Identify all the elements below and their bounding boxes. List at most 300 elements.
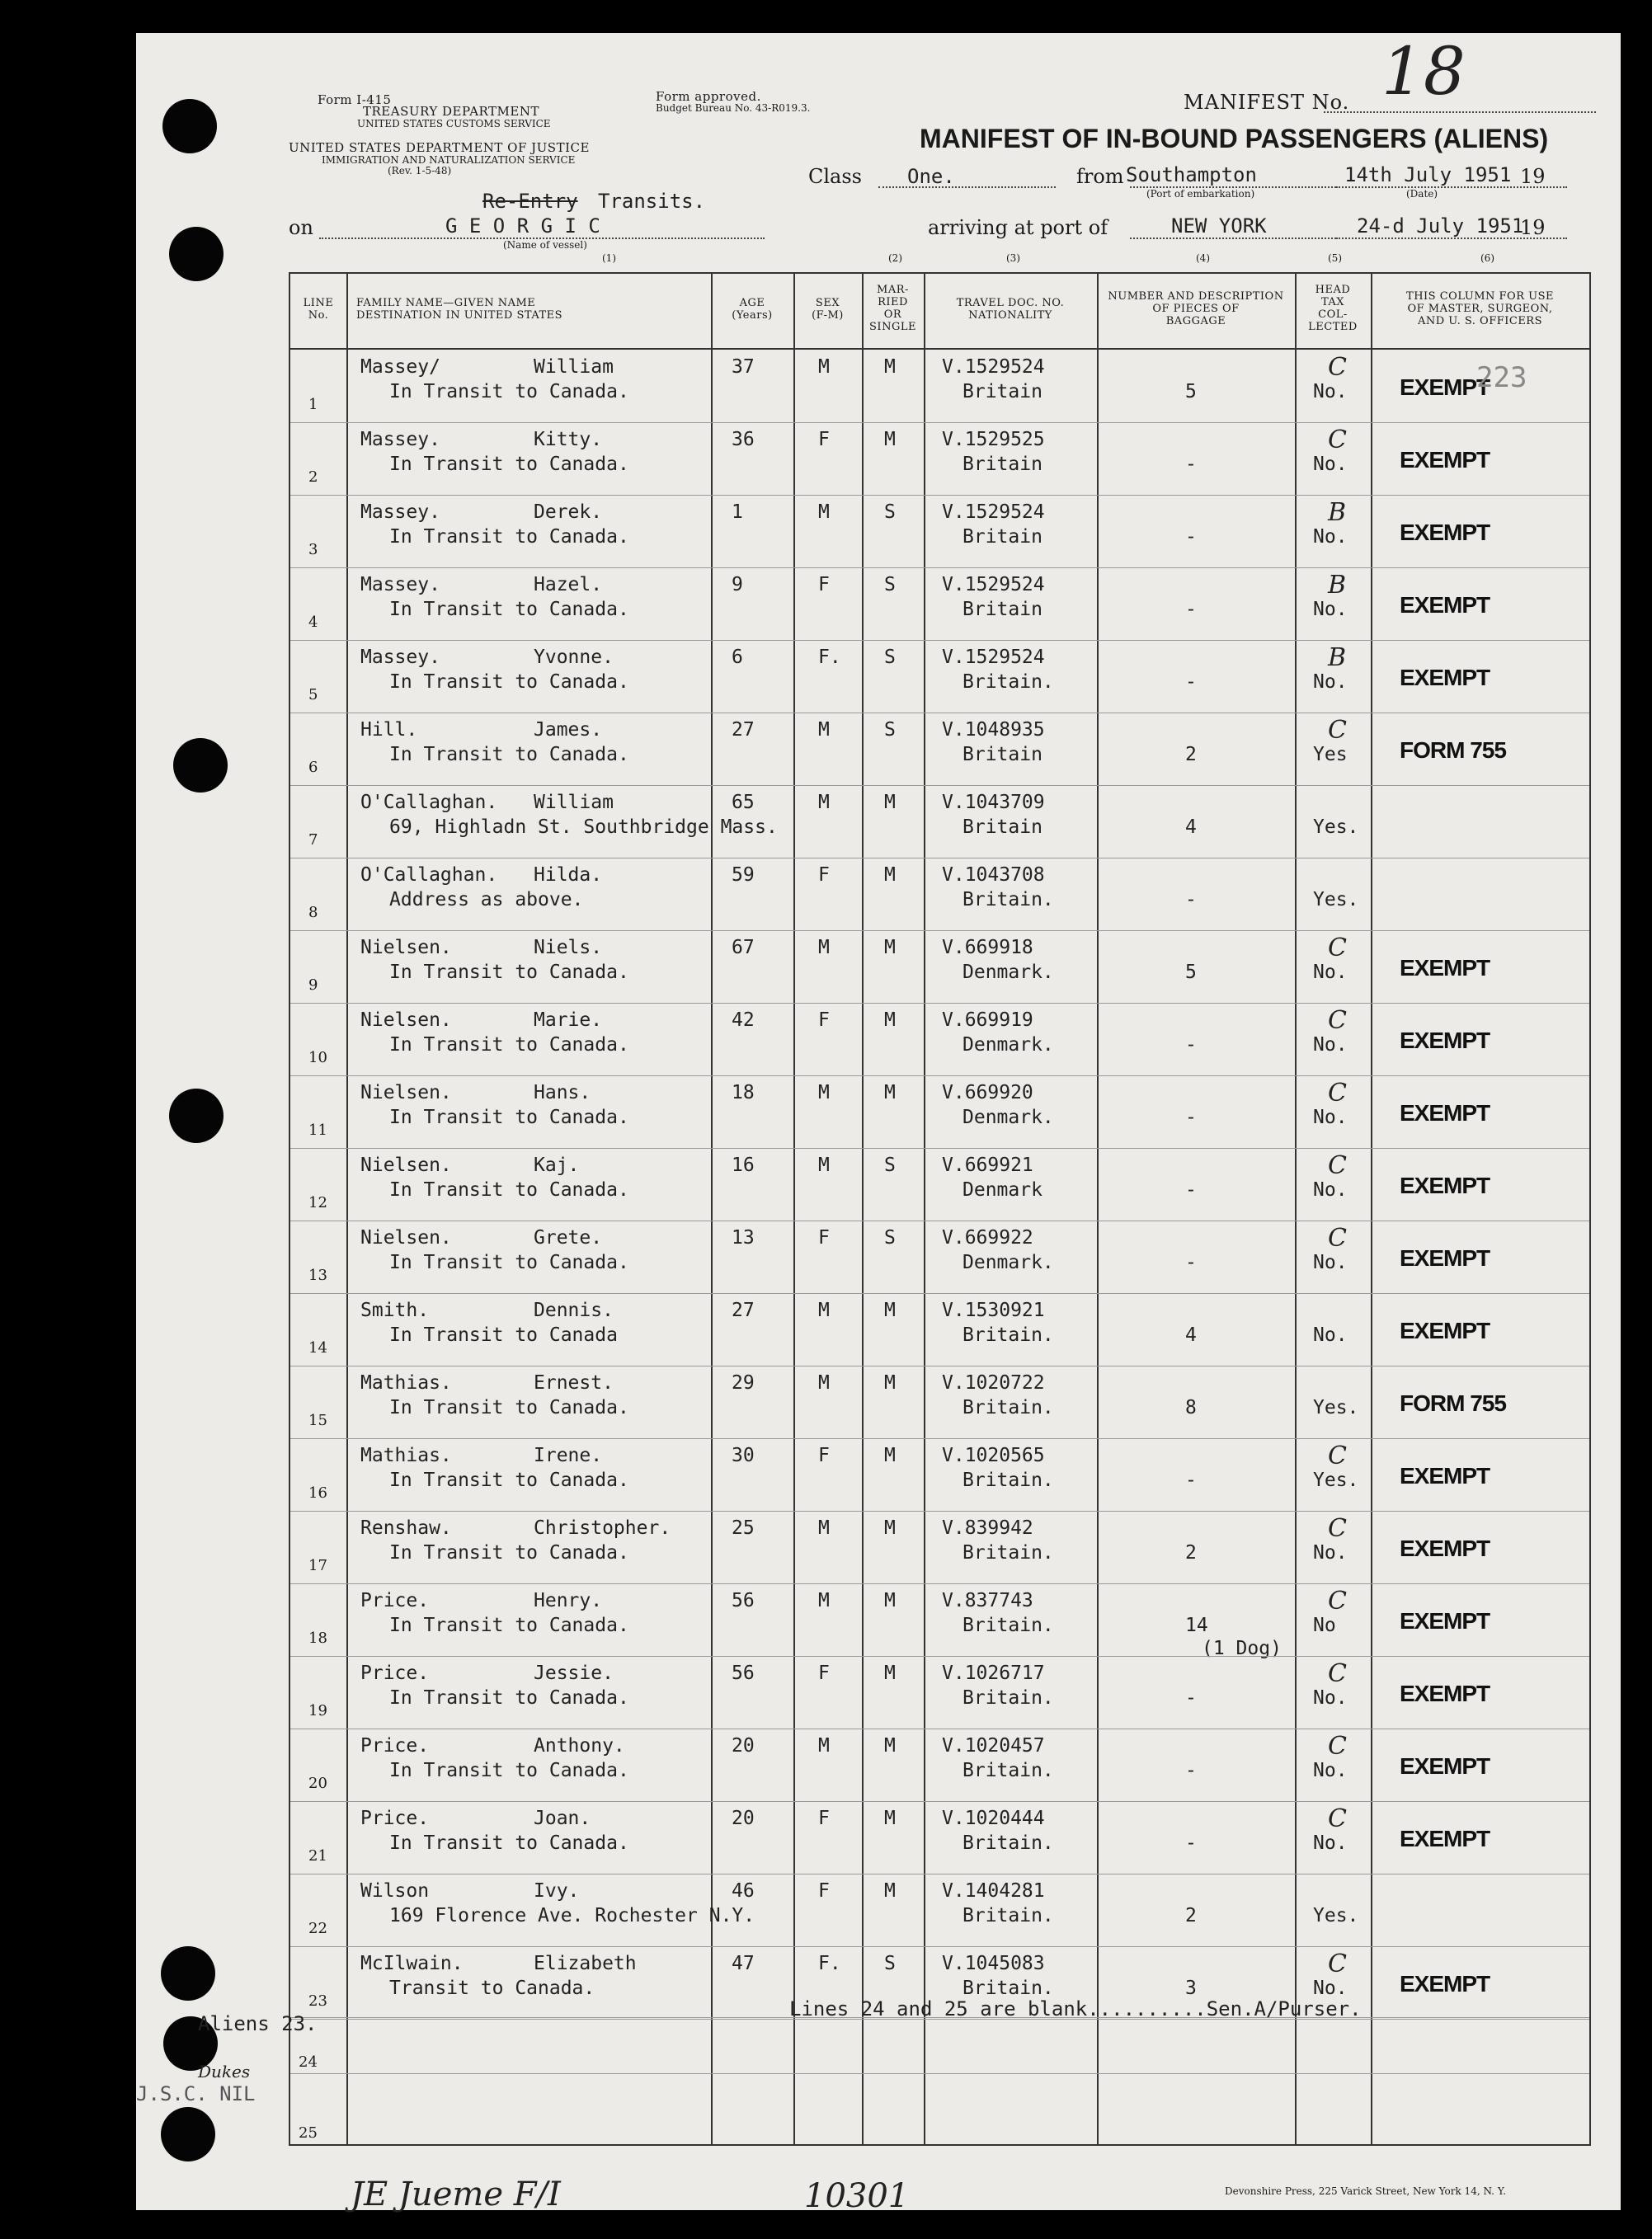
officer-stamp: EXEMPT: [1400, 1608, 1490, 1634]
passenger-given-name: William: [534, 356, 614, 378]
line-number: 10: [308, 1049, 327, 1066]
passenger-baggage: 2: [1185, 1905, 1197, 1926]
passenger-given-name: Kitty.: [534, 429, 603, 450]
passenger-nationality: Britain.: [962, 1760, 1054, 1781]
passenger-given-name: Ernest.: [534, 1372, 614, 1394]
passenger-given-name: Hazel.: [534, 574, 603, 595]
passenger-destination: In Transit to Canada.: [389, 454, 629, 475]
passenger-sex: F: [818, 1880, 830, 1902]
passenger-marital-status: M: [884, 1300, 896, 1321]
passenger-head-tax: Yes.: [1313, 1470, 1359, 1491]
passenger-given-name: Joan.: [534, 1808, 591, 1829]
table-row: [290, 350, 1589, 422]
passenger-baggage: 4: [1185, 816, 1197, 838]
passenger-travel-doc: V.669919: [942, 1009, 1033, 1031]
passenger-marital-status: S: [884, 1227, 896, 1249]
passenger-sex: M: [818, 1300, 830, 1321]
passenger-destination: In Transit to Canada.: [389, 381, 629, 402]
head-tax-mark: C: [1328, 1006, 1347, 1035]
passenger-family-name: Nielsen.: [360, 937, 452, 958]
passenger-age: 65: [732, 792, 755, 813]
officer-stamp: FORM 755: [1400, 737, 1506, 763]
passenger-given-name: Marie.: [534, 1009, 603, 1031]
rev-label: (Rev. 1-5-48): [388, 165, 452, 176]
col-header-name: FAMILY NAME—GIVEN NAME DESTINATION IN UNITED STATES: [356, 297, 563, 322]
passenger-destination: In Transit to Canada.: [389, 1542, 629, 1564]
passenger-sex: M: [818, 719, 830, 741]
table-row: [290, 1366, 1589, 1438]
head-tax-mark: C: [1328, 1442, 1347, 1470]
passenger-family-name: Massey.: [360, 501, 440, 523]
passenger-family-name: Massey.: [360, 429, 440, 450]
passenger-head-tax: Yes.: [1313, 1397, 1359, 1418]
passenger-travel-doc: V.669918: [942, 937, 1033, 958]
head-tax-mark: C: [1328, 1514, 1347, 1543]
officer-stamp: EXEMPT: [1400, 1318, 1490, 1343]
head-tax-mark: C: [1328, 1804, 1347, 1833]
line-24-number: 24: [299, 2053, 318, 2071]
passenger-destination: In Transit to Canada.: [389, 1687, 629, 1709]
table-row: [290, 1511, 1589, 1583]
passenger-marital-status: S: [884, 501, 896, 523]
budget-label: Budget Bureau No. 43-R019.3.: [656, 102, 811, 114]
arrival-date: 24-d July 1951: [1357, 214, 1524, 238]
vessel-name: G E O R G I C: [445, 214, 600, 238]
head-tax-mark: C: [1328, 934, 1347, 962]
reentry-struck: Re-Entry: [482, 190, 578, 213]
passenger-baggage: -: [1185, 599, 1197, 620]
passenger-travel-doc: V.1020565: [942, 1445, 1045, 1466]
officer-stamp: EXEMPT: [1400, 1463, 1490, 1489]
class-label: Class: [808, 165, 862, 188]
passenger-destination: In Transit to Canada.: [389, 1397, 629, 1418]
passenger-given-name: James.: [534, 719, 603, 741]
blank-lines-note: Lines 24 and 25 are blank..........Sen.A/Purser.: [789, 1997, 1362, 2020]
passenger-given-name: Hilda.: [534, 864, 603, 886]
approved-label: Form approved.: [656, 89, 761, 104]
year-suffix-2: 19: [1520, 216, 1546, 239]
passenger-travel-doc: V.837743: [942, 1590, 1033, 1611]
handwritten-signature: JE Jueme F/I: [351, 2175, 561, 2213]
passenger-marital-status: S: [884, 1953, 896, 1974]
arrival-port: NEW YORK: [1171, 214, 1267, 238]
passenger-nationality: Britain.: [962, 1470, 1054, 1491]
passenger-destination: In Transit to Canada.: [389, 1252, 629, 1273]
passenger-nationality: Britain.: [962, 1978, 1054, 1999]
table-row: [290, 785, 1589, 858]
col-header-age: AGE (Years): [732, 297, 773, 322]
passenger-head-tax: No.: [1313, 1324, 1348, 1346]
passenger-age: 56: [732, 1590, 755, 1611]
passenger-nationality: Britain: [962, 599, 1043, 620]
line-number: 6: [308, 759, 318, 776]
passenger-head-tax: No.: [1313, 962, 1348, 983]
passenger-table: [289, 272, 1591, 2146]
passenger-travel-doc: V.1020457: [942, 1735, 1045, 1757]
table-row: [290, 1221, 1589, 1293]
passenger-family-name: O'Callaghan.: [360, 792, 498, 813]
passenger-given-name: Elizabeth: [534, 1953, 637, 1974]
line-number: 20: [308, 1775, 327, 1792]
passenger-destination: In Transit to Canada.: [389, 599, 629, 620]
passenger-nationality: Denmark.: [962, 1034, 1054, 1056]
table-row: [290, 495, 1589, 567]
table-row: [290, 1003, 1589, 1075]
col-header-line: LINE No.: [303, 297, 334, 322]
line-number: 17: [308, 1557, 327, 1574]
passenger-sex: F: [818, 429, 830, 450]
passenger-nationality: Britain: [962, 454, 1043, 475]
handwritten-number: 10301: [804, 2177, 910, 2215]
passenger-head-tax: No.: [1313, 1760, 1348, 1781]
passenger-destination: In Transit to Canada.: [389, 1615, 629, 1636]
passenger-age: 29: [732, 1372, 755, 1394]
passenger-head-tax: Yes.: [1313, 889, 1359, 910]
passenger-marital-status: M: [884, 356, 896, 378]
officer-stamp: EXEMPT: [1400, 1028, 1490, 1053]
passenger-head-tax: No.: [1313, 1978, 1348, 1999]
passenger-nationality: Britain.: [962, 1324, 1054, 1346]
head-tax-mark: C: [1328, 1151, 1347, 1180]
passenger-sex: F: [818, 1445, 830, 1466]
passenger-baggage: -: [1185, 526, 1197, 548]
line-number: 9: [308, 976, 318, 994]
passenger-head-tax: Yes.: [1313, 816, 1359, 838]
passenger-given-name: Niels.: [534, 937, 603, 958]
passenger-age: 42: [732, 1009, 755, 1031]
line-25-number: 25: [299, 2124, 318, 2142]
passenger-destination: 69, Highladn St. Southbridge Mass.: [389, 816, 778, 838]
table-row: [290, 640, 1589, 713]
passenger-nationality: Britain.: [962, 1905, 1054, 1926]
line-number: 15: [308, 1412, 327, 1429]
head-tax-mark: C: [1328, 1224, 1347, 1253]
passenger-travel-doc: V.1529525: [942, 429, 1045, 450]
passenger-age: 46: [732, 1880, 755, 1902]
passenger-sex: M: [818, 1372, 830, 1394]
passenger-baggage: -: [1185, 1760, 1197, 1781]
passenger-head-tax: No.: [1313, 1252, 1348, 1273]
passenger-destination: In Transit to Canada.: [389, 1760, 629, 1781]
passenger-family-name: Massey/: [360, 356, 440, 378]
passenger-head-tax: No.: [1313, 1542, 1348, 1564]
passenger-destination: In Transit to Canada.: [389, 1179, 629, 1201]
passenger-marital-status: M: [884, 1663, 896, 1684]
passenger-travel-doc: V.1043709: [942, 792, 1045, 813]
passenger-travel-doc: V.1529524: [942, 574, 1045, 595]
passenger-given-name: Yvonne.: [534, 647, 614, 668]
passenger-destination: 169 Florence Ave. Rochester N.Y.: [389, 1905, 755, 1926]
passenger-sex: M: [818, 356, 830, 378]
passenger-family-name: Hill.: [360, 719, 418, 741]
passenger-marital-status: M: [884, 1009, 896, 1031]
passenger-head-tax: Yes: [1313, 744, 1348, 765]
passenger-age: 1: [732, 501, 743, 523]
passenger-baggage: -: [1185, 671, 1197, 693]
passenger-sex: F: [818, 574, 830, 595]
passenger-sex: F: [818, 1663, 830, 1684]
passenger-head-tax: No.: [1313, 671, 1348, 693]
line-number: 2: [308, 468, 318, 486]
officer-stamp: FORM 755: [1400, 1390, 1506, 1416]
passenger-baggage: 3: [1185, 1978, 1197, 1999]
punch-hole: [161, 2107, 215, 2161]
passenger-marital-status: S: [884, 647, 896, 668]
punch-hole: [162, 99, 217, 153]
passenger-marital-status: M: [884, 864, 896, 886]
head-tax-mark: B: [1328, 643, 1347, 672]
passenger-baggage: -: [1185, 1107, 1197, 1128]
passenger-marital-status: M: [884, 429, 896, 450]
passenger-age: 6: [732, 647, 743, 668]
date-note: (Date): [1406, 188, 1438, 200]
passenger-sex: M: [818, 501, 830, 523]
col2-number: (2): [888, 252, 902, 264]
passenger-given-name: Hans.: [534, 1082, 591, 1103]
passenger-family-name: Nielsen.: [360, 1009, 452, 1031]
vessel-note: (Name of vessel): [503, 239, 587, 251]
punch-hole: [169, 227, 224, 281]
line-number: 23: [308, 1992, 327, 2010]
passenger-travel-doc: V.1048935: [942, 719, 1045, 741]
passenger-age: 18: [732, 1082, 755, 1103]
line-number: 8: [308, 904, 318, 921]
passenger-given-name: Derek.: [534, 501, 603, 523]
margin-handwriting: Dukes: [198, 2062, 251, 2081]
passenger-sex: F.: [818, 1953, 841, 1974]
col-header-married: MAR- RIED OR SINGLE: [869, 284, 916, 333]
table-row: [290, 1583, 1589, 1659]
passenger-sex: M: [818, 937, 830, 958]
passenger-age: 30: [732, 1445, 755, 1466]
passenger-baggage: 4: [1185, 1324, 1197, 1346]
table-row: [290, 858, 1589, 930]
passenger-family-name: Massey.: [360, 574, 440, 595]
line-number: 14: [308, 1339, 327, 1357]
table-row: [290, 1438, 1589, 1511]
passenger-given-name: Kaj.: [534, 1155, 580, 1176]
passenger-destination: In Transit to Canada.: [389, 1470, 629, 1491]
passenger-nationality: Britain.: [962, 1397, 1054, 1418]
line-number: 11: [308, 1122, 327, 1139]
passenger-baggage: 14: [1185, 1615, 1208, 1636]
passenger-travel-doc: V.669921: [942, 1155, 1033, 1176]
passenger-baggage: 5: [1185, 962, 1197, 983]
head-tax-mark: C: [1328, 1950, 1347, 1978]
head-tax-mark: C: [1328, 1079, 1347, 1108]
aliens-total: Aliens 23.: [198, 2012, 318, 2035]
passenger-head-tax: No.: [1313, 1034, 1348, 1056]
passenger-sex: F: [818, 1227, 830, 1249]
officer-stamp: EXEMPT: [1400, 520, 1490, 545]
passenger-baggage: -: [1185, 454, 1197, 475]
punch-hole: [161, 1946, 215, 2001]
table-row: [290, 422, 1589, 495]
line-number: 5: [308, 686, 318, 703]
head-tax-mark: B: [1328, 498, 1347, 527]
col3-number: (3): [1006, 252, 1020, 264]
head-tax-mark: C: [1328, 1587, 1347, 1616]
passenger-age: 25: [732, 1517, 755, 1539]
passenger-age: 13: [732, 1227, 755, 1249]
passenger-given-name: Henry.: [534, 1590, 603, 1611]
table-row: [290, 567, 1589, 640]
passenger-travel-doc: V.1529524: [942, 501, 1045, 523]
table-row: [290, 1729, 1589, 1801]
head-tax-mark: B: [1328, 571, 1347, 600]
passenger-travel-doc: V.1020722: [942, 1372, 1045, 1394]
passenger-marital-status: M: [884, 1445, 896, 1466]
passenger-given-name: Dennis.: [534, 1300, 614, 1321]
passenger-head-tax: No.: [1313, 454, 1348, 475]
passenger-given-name: Irene.: [534, 1445, 603, 1466]
passenger-age: 20: [732, 1808, 755, 1829]
line-number: 3: [308, 541, 318, 558]
line-number: 22: [308, 1920, 327, 1937]
passenger-age: 20: [732, 1735, 755, 1757]
passenger-head-tax: No.: [1313, 1107, 1348, 1128]
port-embark-note: (Port of embarkation): [1146, 188, 1255, 200]
officer-stamp: EXEMPT: [1400, 374, 1490, 400]
passenger-sex: M: [818, 792, 830, 813]
passenger-destination: In Transit to Canada.: [389, 744, 629, 765]
table-row: [290, 713, 1589, 785]
passenger-family-name: Nielsen.: [360, 1155, 452, 1176]
passenger-nationality: Denmark.: [962, 1107, 1054, 1128]
year-suffix: 19: [1520, 165, 1546, 188]
passenger-head-tax: No: [1313, 1615, 1336, 1636]
passenger-marital-status: M: [884, 1372, 896, 1394]
passenger-marital-status: M: [884, 1517, 896, 1539]
officer-stamp: EXEMPT: [1400, 1100, 1490, 1126]
table-row: [290, 930, 1589, 1003]
officer-stamp: EXEMPT: [1400, 955, 1490, 981]
passenger-baggage: -: [1185, 889, 1197, 910]
manifest-no-label: MANIFEST No.: [1184, 91, 1350, 114]
line-number: 19: [308, 1702, 327, 1719]
officer-stamp: EXEMPT: [1400, 447, 1490, 473]
line-number: 16: [308, 1484, 327, 1502]
passenger-baggage-note: (1 Dog): [1202, 1638, 1282, 1659]
passenger-age: 36: [732, 429, 755, 450]
col-header-headtax: HEAD TAX COL- LECTED: [1308, 284, 1358, 333]
passenger-destination: In Transit to Canada.: [389, 962, 629, 983]
on-label: on: [289, 216, 313, 239]
form-number: Form I-415: [318, 92, 392, 107]
col-header-officers: THIS COLUMN FOR USE OF MASTER, SURGEON, AND U. S. OFFICERS: [1406, 290, 1554, 327]
passenger-destination: In Transit to Canada.: [389, 671, 629, 693]
passenger-age: 37: [732, 356, 755, 378]
passenger-family-name: Price.: [360, 1808, 430, 1829]
passenger-nationality: Britain: [962, 744, 1043, 765]
head-tax-mark: C: [1328, 426, 1347, 454]
col-header-doc: TRAVEL DOC. NO. NATIONALITY: [956, 297, 1065, 322]
passenger-head-tax: No.: [1313, 1179, 1348, 1201]
passenger-family-name: Renshaw.: [360, 1517, 452, 1539]
passenger-sex: M: [818, 1517, 830, 1539]
passenger-family-name: Massey.: [360, 647, 440, 668]
line-number: 1: [308, 396, 318, 413]
passenger-age: 27: [732, 1300, 755, 1321]
passenger-marital-status: M: [884, 1082, 896, 1103]
line-number: 7: [308, 831, 318, 849]
passenger-sex: F: [818, 1808, 830, 1829]
passenger-head-tax: No.: [1313, 599, 1348, 620]
head-tax-mark: C: [1328, 716, 1347, 745]
from-label: from: [1076, 165, 1124, 188]
passenger-family-name: Smith.: [360, 1300, 430, 1321]
passenger-sex: M: [818, 1155, 830, 1176]
passenger-sex: F: [818, 1009, 830, 1031]
justice-label: UNITED STATES DEPARTMENT OF JUSTICE: [289, 140, 590, 155]
passenger-age: 47: [732, 1953, 755, 1974]
passenger-destination: In Transit to Canada.: [389, 1832, 629, 1854]
table-row: [290, 1874, 1589, 1946]
passenger-baggage: -: [1185, 1832, 1197, 1854]
passenger-given-name: Jessie.: [534, 1663, 614, 1684]
jsc-note: J.S.C. NIL: [136, 2082, 256, 2105]
treasury-label: TREASURY DEPARTMENT: [363, 104, 539, 119]
passenger-family-name: Price.: [360, 1590, 430, 1611]
passenger-nationality: Britain.: [962, 671, 1054, 693]
passenger-given-name: William: [534, 792, 614, 813]
passenger-age: 9: [732, 574, 743, 595]
passenger-travel-doc: V.1530921: [942, 1300, 1045, 1321]
passenger-nationality: Denmark: [962, 1179, 1043, 1201]
passenger-nationality: Britain: [962, 816, 1043, 838]
head-tax-mark: C: [1328, 1732, 1347, 1761]
passenger-nationality: Denmark.: [962, 1252, 1054, 1273]
passenger-travel-doc: V.1529524: [942, 647, 1045, 668]
punch-hole: [169, 1089, 224, 1143]
passenger-nationality: Britain.: [962, 1542, 1054, 1564]
passenger-given-name: Anthony.: [534, 1735, 625, 1757]
punch-hole: [173, 738, 228, 793]
passenger-family-name: McIlwain.: [360, 1953, 464, 1974]
officer-stamp: EXEMPT: [1400, 592, 1490, 618]
officer-stamp: EXEMPT: [1400, 1245, 1490, 1271]
customs-label: UNITED STATES CUSTOMS SERVICE: [357, 118, 551, 129]
passenger-sex: F: [818, 864, 830, 886]
passenger-baggage: -: [1185, 1179, 1197, 1201]
passenger-baggage: -: [1185, 1687, 1197, 1709]
line-number: 21: [308, 1847, 327, 1865]
page-title: MANIFEST OF IN-BOUND PASSENGERS (ALIENS): [920, 124, 1549, 153]
passenger-travel-doc: V.669922: [942, 1227, 1033, 1249]
passenger-sex: F.: [818, 647, 841, 668]
passenger-given-name: Grete.: [534, 1227, 603, 1249]
passenger-given-name: Ivy.: [534, 1880, 580, 1902]
passenger-age: 16: [732, 1155, 755, 1176]
passenger-nationality: Denmark.: [962, 962, 1054, 983]
passenger-head-tax: No.: [1313, 526, 1348, 548]
passenger-baggage: 2: [1185, 744, 1197, 765]
passenger-family-name: Nielsen.: [360, 1082, 452, 1103]
passenger-nationality: Britain.: [962, 889, 1054, 910]
passenger-travel-doc: V.1043708: [942, 864, 1045, 886]
col4-number: (4): [1196, 252, 1210, 264]
passenger-destination: In Transit to Canada.: [389, 1034, 629, 1056]
passenger-destination: In Transit to Canada: [389, 1324, 618, 1346]
officer-stamp: EXEMPT: [1400, 1536, 1490, 1561]
line-number: 18: [308, 1630, 327, 1647]
passenger-nationality: Britain.: [962, 1615, 1054, 1636]
col-header-baggage: NUMBER AND DESCRIPTION OF PIECES OF BAGGAGE: [1108, 290, 1284, 327]
passenger-marital-status: M: [884, 1808, 896, 1829]
passenger-travel-doc: V.839942: [942, 1517, 1033, 1539]
passenger-baggage: -: [1185, 1034, 1197, 1056]
passenger-destination: In Transit to Canada.: [389, 1107, 629, 1128]
